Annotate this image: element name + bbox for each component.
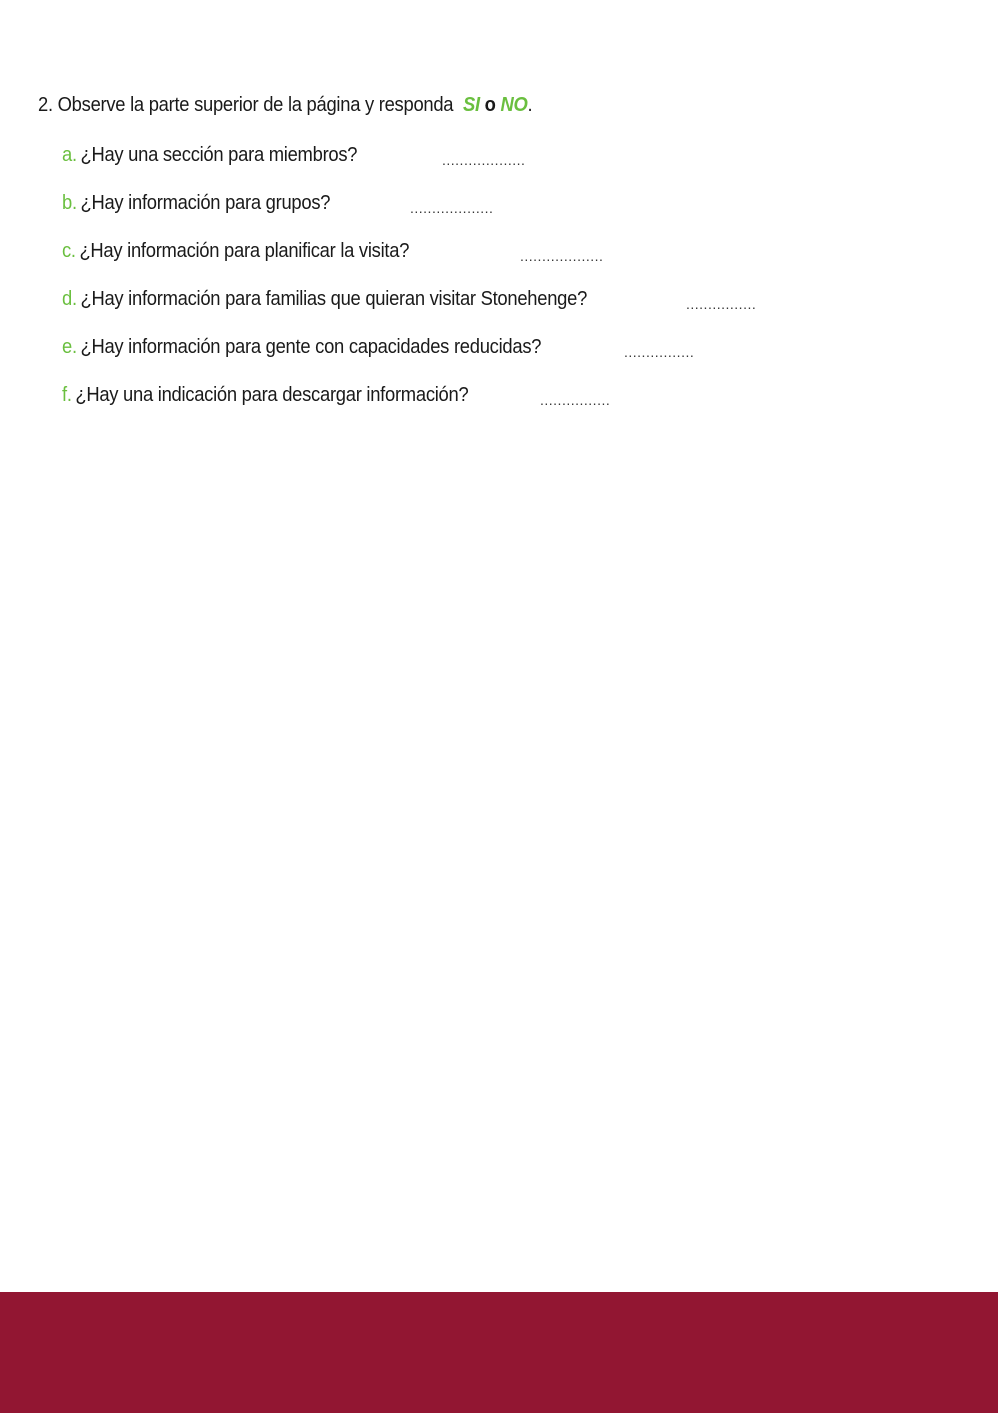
question-text: ¿Hay información para grupos? xyxy=(80,192,331,214)
answer-blank-d[interactable]: ................ xyxy=(686,296,757,312)
question-letter: a. xyxy=(62,144,77,166)
answer-blank-b[interactable]: ................... xyxy=(410,200,494,216)
answer-yes: SI xyxy=(462,94,480,116)
question-text: ¿Hay información para planificar la visita? xyxy=(79,240,410,262)
question-text: ¿Hay información para gente con capacidades reducidas? xyxy=(80,336,542,358)
question-b xyxy=(62,192,330,215)
question-letter: b. xyxy=(62,192,77,214)
question-letter: e. xyxy=(62,336,77,358)
exercise-number: 2. xyxy=(38,94,53,116)
question-c xyxy=(62,240,409,263)
instruction-text: Observe la parte superior de la página y responda xyxy=(57,94,454,116)
question-e xyxy=(62,336,541,359)
question-letter: d. xyxy=(62,288,77,310)
question-text: ¿Hay una sección para miembros? xyxy=(80,144,358,166)
question-text: ¿Hay una indicación para descargar información? xyxy=(75,384,469,406)
question-a xyxy=(62,144,357,167)
instruction-end: . xyxy=(527,94,533,116)
answer-blank-a[interactable]: ................... xyxy=(442,152,526,168)
answer-or: o xyxy=(484,94,496,116)
question-letter: c. xyxy=(62,240,76,262)
answer-blank-f[interactable]: ................ xyxy=(540,392,611,408)
answer-no: NO xyxy=(500,94,528,116)
question-letter: f. xyxy=(62,384,72,406)
answer-blank-c[interactable]: ................... xyxy=(520,248,604,264)
answer-blank-e[interactable]: ................ xyxy=(624,344,695,360)
exercise-instruction xyxy=(38,94,532,117)
question-d xyxy=(62,288,587,311)
question-f xyxy=(62,384,468,407)
footer-color-band xyxy=(0,1292,998,1413)
question-text: ¿Hay información para familias que quieran visitar Stonehenge? xyxy=(80,288,588,310)
